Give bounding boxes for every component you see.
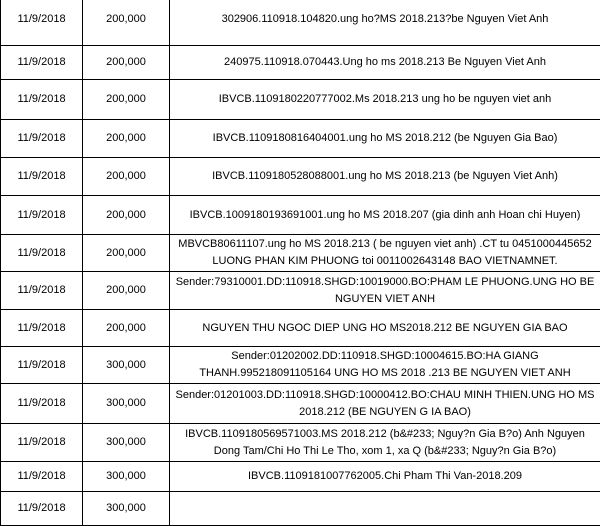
amount-cell: 200,000 xyxy=(83,235,170,272)
date-cell: 11/9/2018 xyxy=(1,235,83,272)
amount-cell: 300,000 xyxy=(83,492,170,526)
table-row xyxy=(1,492,600,526)
date-cell: 11/9/2018 xyxy=(1,46,83,80)
description-cell: Sender:79310001.DD:110918.SHGD:10019000.BO:PHAM LE PHUONG.UNG HO BE NGUYEN VIET ANH xyxy=(170,272,600,310)
table-row xyxy=(1,120,600,158)
table-row xyxy=(1,235,600,272)
date-cell: 11/9/2018 xyxy=(1,310,83,347)
description-cell: 302906.110918.104820.ung ho?MS 2018.213?be Nguyen Viet Anh xyxy=(170,0,600,46)
amount-cell: 200,000 xyxy=(83,272,170,310)
date-cell: 11/9/2018 xyxy=(1,462,83,492)
amount-cell: 200,000 xyxy=(83,158,170,196)
table-row xyxy=(1,347,600,384)
table-row xyxy=(1,272,600,310)
description-cell: IBVCB.1109180816404001.ung ho MS 2018.212 (be Nguyen Gia Bao) xyxy=(170,120,600,158)
table-row xyxy=(1,46,600,80)
date-cell: 11/9/2018 xyxy=(1,158,83,196)
amount-cell: 200,000 xyxy=(83,46,170,80)
description-cell: IBVCB.1009180193691001.ung ho MS 2018.207 (gia dinh anh Hoan chi Huyen) xyxy=(170,196,600,235)
description-cell xyxy=(170,492,600,526)
donation-table-body xyxy=(1,0,600,526)
amount-cell: 300,000 xyxy=(83,347,170,384)
amount-cell: 200,000 xyxy=(83,80,170,120)
table-row xyxy=(1,384,600,424)
table-row xyxy=(1,196,600,235)
table-row xyxy=(1,80,600,120)
date-cell: 11/9/2018 xyxy=(1,384,83,424)
amount-cell: 200,000 xyxy=(83,196,170,235)
amount-cell: 200,000 xyxy=(83,0,170,46)
description-cell: IBVCB.1109181007762005.Chi Pham Thi Van-2018.209 xyxy=(170,462,600,492)
table-row xyxy=(1,0,600,46)
date-cell: 11/9/2018 xyxy=(1,347,83,384)
amount-cell: 200,000 xyxy=(83,310,170,347)
description-cell: NGUYEN THU NGOC DIEP UNG HO MS2018.212 BE NGUYEN GIA BAO xyxy=(170,310,600,347)
date-cell: 11/9/2018 xyxy=(1,272,83,310)
description-cell: IBVCB.1109180220777002.Ms 2018.213 ung ho be nguyen viet anh xyxy=(170,80,600,120)
description-cell: MBVCB80611107.ung ho MS 2018.213 ( be nguyen viet anh) .CT tu 0451000445652 LUONG PHAN KIM PHUONG toi 0011002643148 BAO VIETNAMNET. xyxy=(170,235,600,272)
table-row xyxy=(1,462,600,492)
date-cell: 11/9/2018 xyxy=(1,196,83,235)
description-cell: Sender:01202002.DD:110918.SHGD:10004615.BO:HA GIANG THANH.995218091105164 UNG HO MS 2018 .213 BE NGUYEN VIET ANH xyxy=(170,347,600,384)
date-cell: 11/9/2018 xyxy=(1,424,83,462)
amount-cell: 300,000 xyxy=(83,384,170,424)
description-cell: 240975.110918.070443.Ung ho ms 2018.213 Be Nguyen Viet Anh xyxy=(170,46,600,80)
amount-cell: 300,000 xyxy=(83,462,170,492)
table-row xyxy=(1,158,600,196)
table-row xyxy=(1,310,600,347)
date-cell: 11/9/2018 xyxy=(1,0,83,46)
description-cell: Sender:01201003.DD:110918.SHGD:10000412.BO:CHAU MINH THIEN.UNG HO MS 2018.212 (BE NGUYEN G IA BAO) xyxy=(170,384,600,424)
amount-cell: 200,000 xyxy=(83,120,170,158)
date-cell: 11/9/2018 xyxy=(1,80,83,120)
amount-cell: 300,000 xyxy=(83,424,170,462)
description-cell: IBVCB.1109180569571003.MS 2018.212 (b&#233; Nguy?n Gia B?o) Anh Nguyen Dong Tam/Chi Ho Thi Le Tho, xom 1, xa Q (b&#233; Nguy?n Gia B?o) xyxy=(170,424,600,462)
date-cell: 11/9/2018 xyxy=(1,120,83,158)
description-cell: IBVCB.1109180528088001.ung ho MS 2018.213 (be Nguyen Viet Anh) xyxy=(170,158,600,196)
table-row xyxy=(1,424,600,462)
date-cell: 11/9/2018 xyxy=(1,492,83,526)
